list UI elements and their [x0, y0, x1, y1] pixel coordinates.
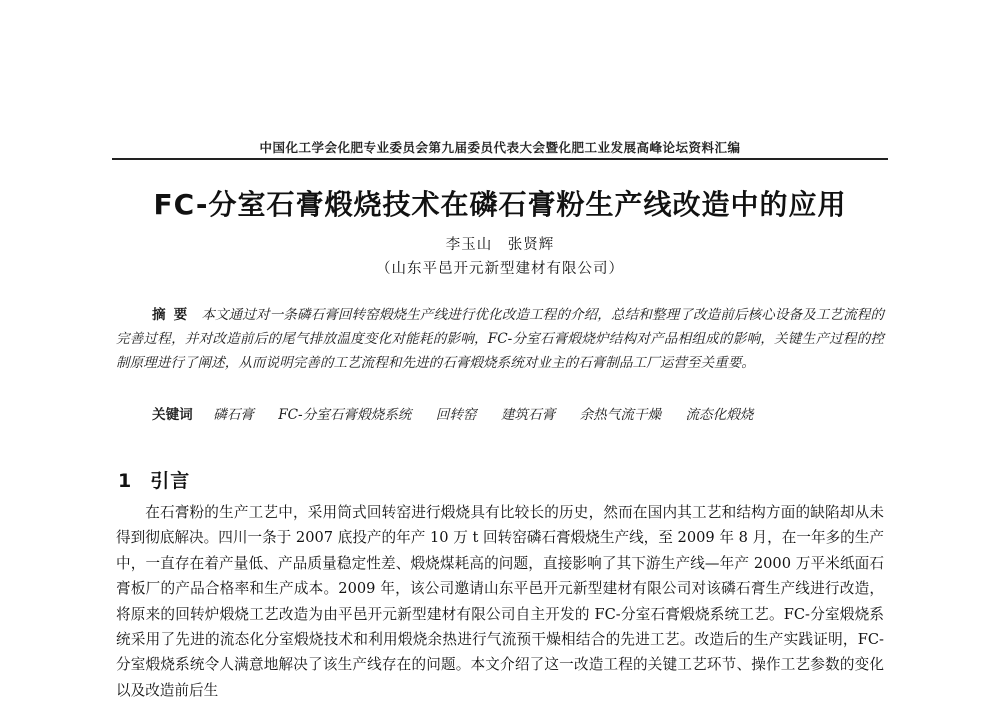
- keyword-item: 建筑石膏: [500, 407, 556, 423]
- keyword-item: 回转窑: [435, 407, 477, 423]
- keywords-label: 关键词: [152, 407, 193, 423]
- keyword-item: 磷石膏: [213, 407, 254, 423]
- keyword-item: 余热气流干燥: [579, 407, 662, 423]
- abstract-text: 本文通过对一条磷石膏回转窑煅烧生产线进行优化改造工程的介绍，总结和整理了改造前后核心设备及工艺流程的完善过程，并对改造前后的尾气排放温度变化对能耗的影响，FC-分室石膏煅烧炉结构对产品相组成的影响，关键生产过程的控制原理进行了阐述，从而说明完善的工艺流程和先进的石膏煅烧系统对业主的石膏制品工厂运营至关重要。: [116, 307, 884, 371]
- header-rule: [112, 158, 888, 160]
- section-number: 1: [118, 470, 133, 492]
- keyword-item: 流态化煅烧: [685, 407, 754, 423]
- abstract-label: 摘要: [152, 307, 196, 323]
- authors: 李玉山 张贤辉: [445, 237, 555, 253]
- keywords: [152, 403, 884, 423]
- section-heading: [118, 466, 190, 493]
- keyword-item: FC-分室石膏煅烧系统: [278, 407, 412, 423]
- affiliation: （山东平邑开元新型建材有限公司）: [376, 261, 624, 277]
- abstract: [116, 303, 884, 375]
- body-paragraph: 在石膏粉的生产工艺中，采用筒式回转窑进行煅烧具有比较长的历史，然而在国内其工艺和结构方面的缺陷却从未得到彻底解决。四川一条于 2007 底投产的年产 10 万 t 回转窑磷石膏煅烧生产线，至 2009 年 8 月，在一年多的生产中，一直存在着产量低、产品质量稳定性差、煅烧煤耗高的问题，直接影响了其下游生产线—年产 2000 万平米纸面石膏板厂的产品合格率和生产成本。2009 年，该公司邀请山东平邑开元新型建材有限公司对该磷石膏生产线进行改造，将原来的回转炉煅烧工艺改造为由平邑开元新型建材有限公司自主开发的 FC-分室石膏煅烧系统工艺。FC-分室煅烧系统采用了先进的流态化分室煅烧技术和利用煅烧余热进行气流预干燥相结合的先进工艺。改造后的生产实践证明，FC-分室煅烧系统令人满意地解决了该生产线存在的问题。本文介绍了这一改造工程的关键工艺环节、操作工艺参数的变化以及改造前后生: [116, 504, 884, 699]
- running-header: 中国化工学会化肥专业委员会第九届委员代表大会暨化肥工业发展高峰论坛资料汇编: [259, 140, 741, 155]
- paper-title: FC-分室石膏煅烧技术在磷石膏粉生产线改造中的应用: [153, 188, 847, 221]
- section-title: 引言: [150, 470, 191, 492]
